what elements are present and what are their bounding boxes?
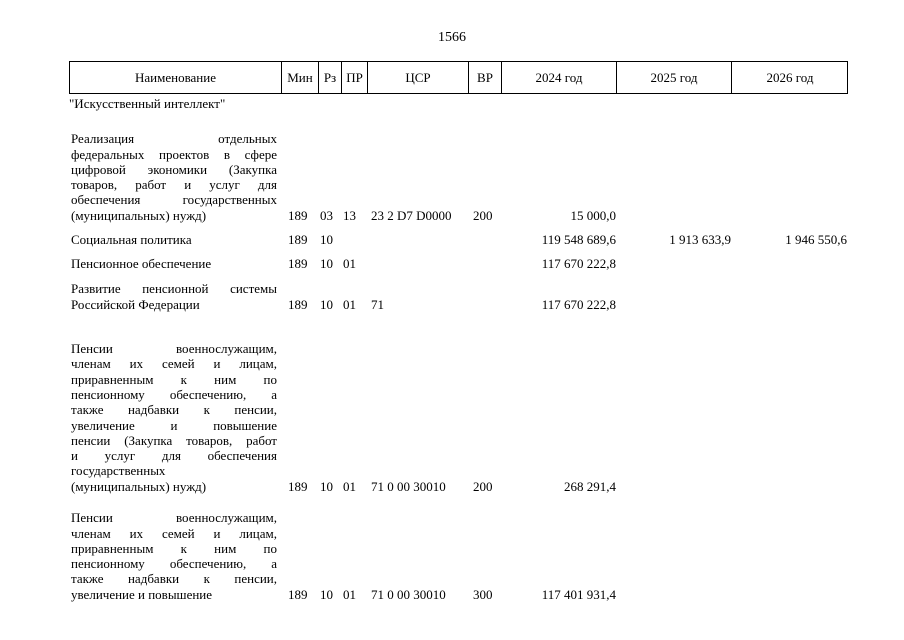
cell-min: 189 bbox=[288, 479, 308, 494]
cell-min: 189 bbox=[288, 587, 308, 602]
cell-rz: 10 bbox=[320, 479, 333, 494]
row-name-line: обеспечения государственных bbox=[71, 192, 277, 208]
cell-vr: 200 bbox=[473, 479, 493, 494]
row-name-line: также надбавки к пенсии, bbox=[71, 402, 277, 418]
cell-rz: 10 bbox=[320, 297, 333, 312]
cell-y2024: 117 401 931,4 bbox=[541, 587, 616, 602]
cell-csr: 23 2 D7 D0000 bbox=[371, 208, 452, 223]
row-name-line: приравненным к ним по bbox=[71, 540, 277, 556]
row-name-line: (муниципальных) нужд) bbox=[71, 207, 207, 223]
row-name-line: (муниципальных) нужд) bbox=[71, 478, 207, 494]
cell-y2024: 117 670 222,8 bbox=[541, 256, 616, 271]
cell-pr: 01 bbox=[343, 479, 356, 494]
cell-rz: 03 bbox=[320, 208, 333, 223]
cell-csr: 71 0 00 30010 bbox=[371, 479, 446, 494]
cell-min: 189 bbox=[288, 232, 308, 247]
row-name-line: увеличение и повышение bbox=[71, 586, 213, 602]
row-name-line: членам их семей и лицам, bbox=[71, 356, 277, 372]
cell-pr: 01 bbox=[343, 256, 356, 271]
row-name-line: приравненным к ним по bbox=[71, 371, 277, 387]
cell-rz: 10 bbox=[320, 232, 333, 247]
row-name-line: Реализация отдельных bbox=[71, 131, 277, 147]
row-name-line: товаров, работ и услуг для bbox=[71, 177, 277, 193]
row-name-line: пенсионному обеспечению, а bbox=[71, 386, 277, 402]
header-pr: ПР bbox=[342, 62, 368, 93]
cell-pr: 01 bbox=[343, 587, 356, 602]
row-name bbox=[71, 510, 277, 602]
row-name-line: Социальная политика bbox=[71, 231, 192, 247]
row-name-line: пенсионному обеспечению, а bbox=[71, 556, 277, 572]
cell-min: 189 bbox=[288, 256, 308, 271]
row-name-line: государственных bbox=[71, 463, 166, 479]
cell-y2024: 15 000,0 bbox=[570, 208, 616, 223]
cell-y2025: 1 913 633,9 bbox=[669, 232, 731, 247]
row-name-line: также надбавки к пенсии, bbox=[71, 571, 277, 587]
row-name-line: федеральных проектов в сфере bbox=[71, 146, 277, 162]
row-name-line: Пенсии военнослужащим, bbox=[71, 510, 277, 526]
row-name-line: Пенсионное обеспечение bbox=[71, 255, 212, 271]
row-name-line: цифровой экономики (Закупка bbox=[71, 161, 277, 177]
cell-vr: 200 bbox=[473, 208, 493, 223]
row-name-line: пенсии (Закупка товаров, работ bbox=[71, 432, 277, 448]
header-2026: 2026 год bbox=[766, 70, 814, 85]
cell-min: 189 bbox=[288, 297, 308, 312]
header-vr: ВР bbox=[469, 62, 502, 93]
page-number: 1566 bbox=[438, 30, 466, 45]
header-2025: 2025 год bbox=[617, 62, 732, 93]
cell-rz: 10 bbox=[320, 256, 333, 271]
cell-csr: 71 bbox=[371, 297, 384, 312]
cell-pr: 01 bbox=[343, 297, 356, 312]
header-rz: Рз bbox=[319, 62, 342, 93]
row-name-line: Российской Федерации bbox=[71, 296, 200, 312]
header-csr: ЦСР bbox=[368, 62, 469, 93]
row-name-line: Развитие пенсионной системы bbox=[71, 281, 277, 297]
header-2024: 2024 год bbox=[502, 62, 617, 93]
continuation-text: "Искусственный интеллект" bbox=[69, 96, 226, 111]
header-min: Мин bbox=[282, 62, 319, 93]
row-name-line: Пенсии военнослужащим, bbox=[71, 341, 277, 357]
cell-y2026: 1 946 550,6 bbox=[785, 232, 847, 247]
row-name-line: членам их семей и лицам, bbox=[71, 525, 277, 541]
cell-min: 189 bbox=[288, 208, 308, 223]
cell-csr: 71 0 00 30010 bbox=[371, 587, 446, 602]
cell-rz: 10 bbox=[320, 587, 333, 602]
cell-pr: 13 bbox=[343, 208, 356, 223]
row-name-line: и услуг для обеспечения bbox=[71, 448, 277, 464]
cell-vr: 300 bbox=[473, 587, 493, 602]
cell-y2024: 119 548 689,6 bbox=[541, 232, 616, 247]
cell-y2024: 117 670 222,8 bbox=[541, 297, 616, 312]
cell-y2024: 268 291,4 bbox=[564, 479, 616, 494]
row-name-line: увеличение и повышение bbox=[71, 417, 277, 433]
header-name: Наименование bbox=[70, 62, 282, 93]
